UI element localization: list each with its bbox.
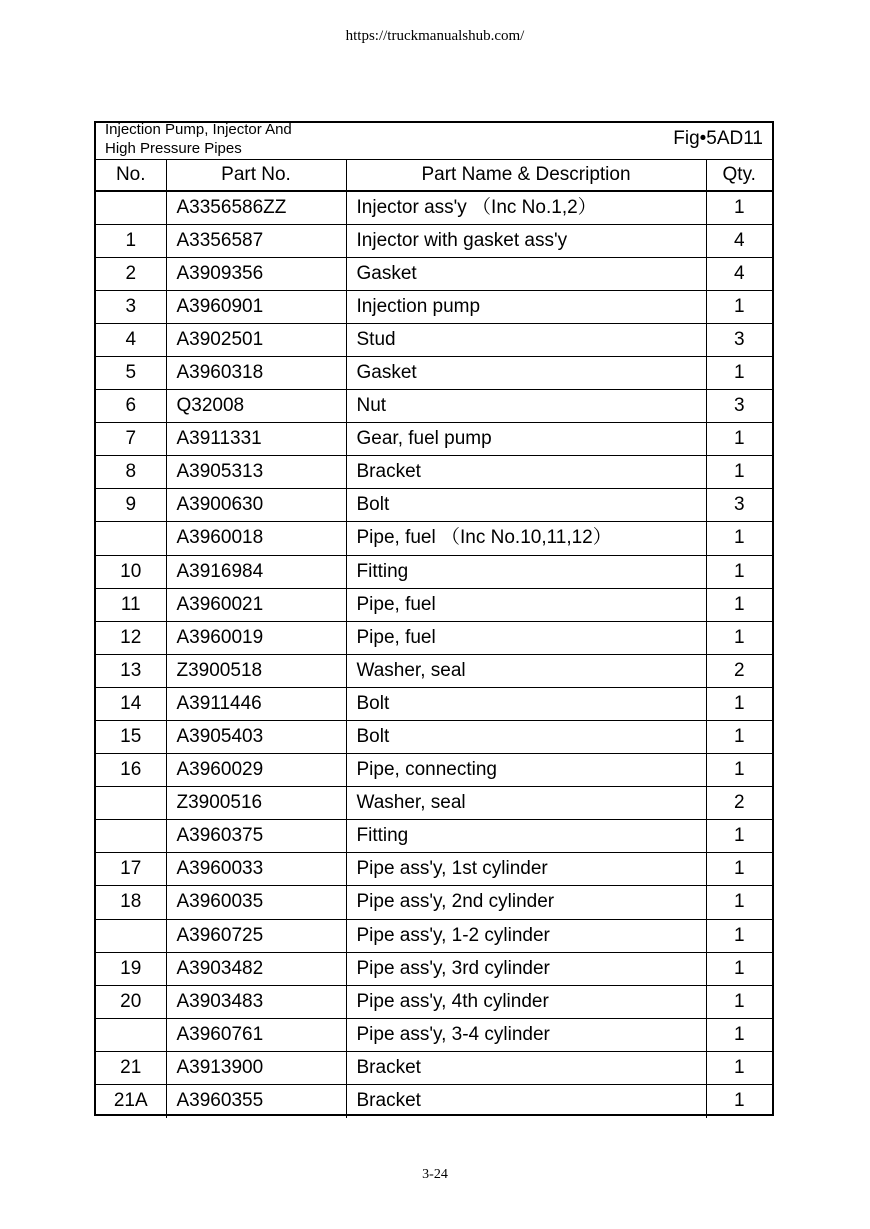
table-row bbox=[96, 390, 772, 423]
item-number-cell: 21 bbox=[96, 1051, 166, 1084]
part-description-cell: Bolt bbox=[346, 687, 706, 720]
table-row bbox=[96, 555, 772, 588]
part-number-cell: A3960355 bbox=[166, 1085, 346, 1118]
quantity-cell: 1 bbox=[706, 522, 772, 555]
quantity-cell: 1 bbox=[706, 555, 772, 588]
quantity-cell: 1 bbox=[706, 290, 772, 323]
parts-table bbox=[96, 160, 772, 1118]
quantity-cell: 1 bbox=[706, 853, 772, 886]
quantity-cell: 1 bbox=[706, 1085, 772, 1118]
part-description-cell: Pipe ass'y, 4th cylinder bbox=[346, 985, 706, 1018]
table-row bbox=[96, 754, 772, 787]
part-description-cell: Bracket bbox=[346, 1051, 706, 1084]
quantity-cell: 1 bbox=[706, 687, 772, 720]
item-number-cell bbox=[96, 1018, 166, 1051]
table-row bbox=[96, 423, 772, 456]
part-number-cell: A3911446 bbox=[166, 687, 346, 720]
quantity-cell: 1 bbox=[706, 754, 772, 787]
item-number-cell: 4 bbox=[96, 323, 166, 356]
part-description-cell: Injection pump bbox=[346, 290, 706, 323]
table-row bbox=[96, 588, 772, 621]
table-row bbox=[96, 687, 772, 720]
header-url: https://truckmanualshub.com/ bbox=[345, 28, 525, 44]
item-number-cell: 17 bbox=[96, 853, 166, 886]
quantity-cell: 1 bbox=[706, 1018, 772, 1051]
part-number-cell: Z3900518 bbox=[166, 654, 346, 687]
part-description-cell: Gasket bbox=[346, 257, 706, 290]
item-number-cell: 7 bbox=[96, 423, 166, 456]
part-number-cell: A3356586ZZ bbox=[166, 191, 346, 224]
quantity-cell: 1 bbox=[706, 820, 772, 853]
part-number-cell: A3913900 bbox=[166, 1051, 346, 1084]
part-number-cell: A3960018 bbox=[166, 522, 346, 555]
quantity-cell: 4 bbox=[706, 257, 772, 290]
part-number-cell: A3905313 bbox=[166, 456, 346, 489]
item-number-cell bbox=[96, 820, 166, 853]
part-number-cell: A3960021 bbox=[166, 588, 346, 621]
part-number-cell: A3905403 bbox=[166, 721, 346, 754]
quantity-cell: 2 bbox=[706, 654, 772, 687]
table-row bbox=[96, 290, 772, 323]
item-number-cell: 3 bbox=[96, 290, 166, 323]
part-description-cell: Bracket bbox=[346, 1085, 706, 1118]
item-number-cell: 21A bbox=[96, 1085, 166, 1118]
table-row bbox=[96, 919, 772, 952]
part-description-cell: Pipe ass'y, 1st cylinder bbox=[346, 853, 706, 886]
table-row bbox=[96, 522, 772, 555]
part-description-cell: Gear, fuel pump bbox=[346, 423, 706, 456]
item-number-cell: 8 bbox=[96, 456, 166, 489]
quantity-cell: 1 bbox=[706, 423, 772, 456]
part-number-cell: A3960725 bbox=[166, 919, 346, 952]
item-number-cell: 19 bbox=[96, 952, 166, 985]
table-row bbox=[96, 356, 772, 389]
part-description-cell: Pipe ass'y, 1-2 cylinder bbox=[346, 919, 706, 952]
part-number-cell: Z3900516 bbox=[166, 787, 346, 820]
item-number-cell: 16 bbox=[96, 754, 166, 787]
part-number-cell: A3960029 bbox=[166, 754, 346, 787]
part-number-cell: A3960901 bbox=[166, 290, 346, 323]
item-number-cell: 14 bbox=[96, 687, 166, 720]
part-number-cell: A3902501 bbox=[166, 323, 346, 356]
item-number-cell: 15 bbox=[96, 721, 166, 754]
part-description-cell: Injector ass'y （Inc No.1,2） bbox=[346, 191, 706, 224]
table-row bbox=[96, 952, 772, 985]
quantity-cell: 2 bbox=[706, 787, 772, 820]
quantity-cell: 4 bbox=[706, 224, 772, 257]
part-number-cell: A3960761 bbox=[166, 1018, 346, 1051]
part-description-cell: Bolt bbox=[346, 489, 706, 522]
table-header-row bbox=[96, 160, 772, 191]
part-number-cell: A3960035 bbox=[166, 886, 346, 919]
table-row bbox=[96, 1018, 772, 1051]
item-number-cell: 1 bbox=[96, 224, 166, 257]
table-row bbox=[96, 224, 772, 257]
part-description-cell: Pipe, fuel （Inc No.10,11,12） bbox=[346, 522, 706, 555]
table-row bbox=[96, 853, 772, 886]
part-description-cell: Pipe ass'y, 3-4 cylinder bbox=[346, 1018, 706, 1051]
table-row bbox=[96, 654, 772, 687]
part-number-cell: Q32008 bbox=[166, 390, 346, 423]
quantity-cell: 3 bbox=[706, 390, 772, 423]
part-number-cell: A3916984 bbox=[166, 555, 346, 588]
part-number-cell: A3909356 bbox=[166, 257, 346, 290]
sheet-header bbox=[96, 123, 772, 160]
parts-table-body bbox=[96, 191, 772, 1118]
quantity-cell: 1 bbox=[706, 356, 772, 389]
part-description-cell: Pipe ass'y, 3rd cylinder bbox=[346, 952, 706, 985]
quantity-cell: 1 bbox=[706, 952, 772, 985]
table-row bbox=[96, 1051, 772, 1084]
quantity-cell: 1 bbox=[706, 191, 772, 224]
column-header-part-no: Part No. bbox=[166, 160, 346, 191]
table-row bbox=[96, 1085, 772, 1118]
table-row bbox=[96, 721, 772, 754]
column-header-no: No. bbox=[96, 160, 166, 191]
part-number-cell: A3911331 bbox=[166, 423, 346, 456]
table-row bbox=[96, 191, 772, 224]
part-description-cell: Bolt bbox=[346, 721, 706, 754]
item-number-cell bbox=[96, 787, 166, 820]
item-number-cell bbox=[96, 919, 166, 952]
parts-sheet bbox=[94, 121, 774, 1116]
figure-number: Fig•5AD11 bbox=[673, 128, 763, 149]
quantity-cell: 1 bbox=[706, 588, 772, 621]
table-row bbox=[96, 257, 772, 290]
part-number-cell: A3903482 bbox=[166, 952, 346, 985]
quantity-cell: 3 bbox=[706, 323, 772, 356]
item-number-cell: 9 bbox=[96, 489, 166, 522]
item-number-cell bbox=[96, 191, 166, 224]
item-number-cell: 11 bbox=[96, 588, 166, 621]
quantity-cell: 1 bbox=[706, 456, 772, 489]
part-number-cell: A3960033 bbox=[166, 853, 346, 886]
part-number-cell: A3356587 bbox=[166, 224, 346, 257]
item-number-cell: 20 bbox=[96, 985, 166, 1018]
quantity-cell: 1 bbox=[706, 919, 772, 952]
part-description-cell: Injector with gasket ass'y bbox=[346, 224, 706, 257]
quantity-cell: 1 bbox=[706, 886, 772, 919]
quantity-cell: 1 bbox=[706, 1051, 772, 1084]
section-title: Injection Pump, Injector And High Pressure Pipes bbox=[105, 121, 292, 157]
page-number: 3-24 bbox=[422, 1167, 448, 1182]
item-number-cell bbox=[96, 522, 166, 555]
part-description-cell: Fitting bbox=[346, 820, 706, 853]
part-description-cell: Fitting bbox=[346, 555, 706, 588]
part-description-cell: Gasket bbox=[346, 356, 706, 389]
table-row bbox=[96, 621, 772, 654]
quantity-cell: 1 bbox=[706, 985, 772, 1018]
quantity-cell: 3 bbox=[706, 489, 772, 522]
part-description-cell: Washer, seal bbox=[346, 654, 706, 687]
item-number-cell: 10 bbox=[96, 555, 166, 588]
table-row bbox=[96, 886, 772, 919]
part-description-cell: Pipe, fuel bbox=[346, 621, 706, 654]
part-number-cell: A3960019 bbox=[166, 621, 346, 654]
part-number-cell: A3900630 bbox=[166, 489, 346, 522]
quantity-cell: 1 bbox=[706, 621, 772, 654]
table-row bbox=[96, 323, 772, 356]
table-row bbox=[96, 489, 772, 522]
item-number-cell: 13 bbox=[96, 654, 166, 687]
part-description-cell: Pipe ass'y, 2nd cylinder bbox=[346, 886, 706, 919]
quantity-cell: 1 bbox=[706, 721, 772, 754]
item-number-cell: 6 bbox=[96, 390, 166, 423]
part-description-cell: Stud bbox=[346, 323, 706, 356]
part-number-cell: A3960318 bbox=[166, 356, 346, 389]
table-row bbox=[96, 456, 772, 489]
column-header-qty: Qty. bbox=[706, 160, 772, 191]
table-row bbox=[96, 985, 772, 1018]
item-number-cell: 5 bbox=[96, 356, 166, 389]
part-description-cell: Bracket bbox=[346, 456, 706, 489]
part-description-cell: Pipe, fuel bbox=[346, 588, 706, 621]
part-description-cell: Washer, seal bbox=[346, 787, 706, 820]
part-description-cell: Pipe, connecting bbox=[346, 754, 706, 787]
column-header-description: Part Name & Description bbox=[346, 160, 706, 191]
item-number-cell: 2 bbox=[96, 257, 166, 290]
part-number-cell: A3960375 bbox=[166, 820, 346, 853]
table-row bbox=[96, 820, 772, 853]
item-number-cell: 18 bbox=[96, 886, 166, 919]
part-description-cell: Nut bbox=[346, 390, 706, 423]
item-number-cell: 12 bbox=[96, 621, 166, 654]
part-number-cell: A3903483 bbox=[166, 985, 346, 1018]
table-row bbox=[96, 787, 772, 820]
